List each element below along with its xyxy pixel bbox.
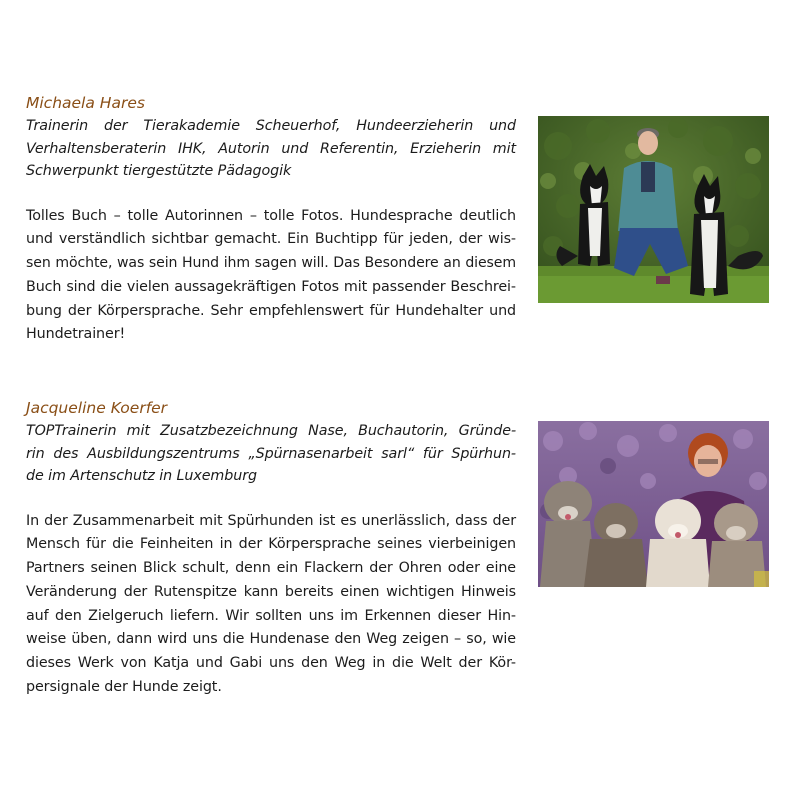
testimonial-quote	[26, 510, 516, 700]
quote-line: Buch sind die vielen aussagekräftigen Fotos mit passender Beschrei-	[26, 278, 516, 295]
role-line: Schwerpunkt tiergestützte Pädagogik	[26, 163, 292, 180]
quote-line: Hundetrainer!	[26, 326, 126, 343]
quote-line: auf den Zielgeruch liefern. Wir sollten uns im Erkennen dieser Hin-	[26, 607, 516, 624]
quote-line: Veränderung der Rutenspitze kann bereits einen wichtigen Hinweis	[26, 583, 516, 600]
testimonial-jacqueline-koerfer	[26, 397, 516, 699]
photo-jacqueline-koerfer-with-dogs	[538, 421, 769, 587]
testimonial-michaela-hares	[26, 92, 516, 347]
role-line: Verhaltensberaterin IHK, Autorin und Referentin, Erzieherin mit	[26, 140, 516, 157]
author-role	[26, 420, 516, 488]
quote-line: Partners seinen Blick schult, denn ein Flackern der Ohren oder eine	[26, 560, 516, 577]
quote-line: und verständlich sichtbar gemacht. Ein Buchtipp für jeden, der wis-	[26, 231, 516, 248]
author-name: Jacqueline Koerfer	[26, 399, 168, 417]
photo-illustration	[538, 116, 769, 303]
author-role	[26, 115, 516, 183]
role-line: TOPTrainerin mit Zusatzbezeichnung Nase, Buchautorin, Gründe-	[26, 423, 516, 439]
quote-line: persignale der Hunde zeigt.	[26, 678, 222, 695]
quote-line: weise üben, dann wird uns die Hundenase den Weg zeigen – so, wie	[26, 631, 516, 648]
author-name: Michaela Hares	[26, 94, 145, 112]
quote-line: Tolles Buch – tolle Autorinnen – tolle Fotos. Hundesprache deutlich	[26, 207, 516, 224]
quote-line: bung der Körpersprache. Sehr empfehlenswert für Hundehalter und	[26, 302, 516, 319]
photo-michaela-hares-with-dogs	[538, 116, 769, 303]
quote-line: dieses Werk von Katja und Gabi uns den Weg in die Welt der Kör-	[26, 655, 516, 671]
role-line: Trainerin der Tierakademie Scheuerhof, Hundeerzieherin und	[26, 118, 516, 134]
role-line: rin des Ausbildungszentrums „Spürnasenarbeit sarl“ für Spürhun-	[26, 445, 516, 462]
quote-line: Mensch für die Feinheiten in der Körpersprache seines vierbeinigen	[26, 536, 516, 553]
quote-line: In der Zusammenarbeit mit Spürhunden ist es unerlässlich, dass der	[26, 512, 516, 529]
quote-line: sen möchte, was sein Hund ihm sagen will. Das Besondere an diesem	[26, 255, 516, 272]
role-line: de im Artenschutz in Luxemburg	[26, 468, 257, 485]
testimonial-quote	[26, 205, 516, 347]
photo-illustration	[538, 421, 769, 587]
